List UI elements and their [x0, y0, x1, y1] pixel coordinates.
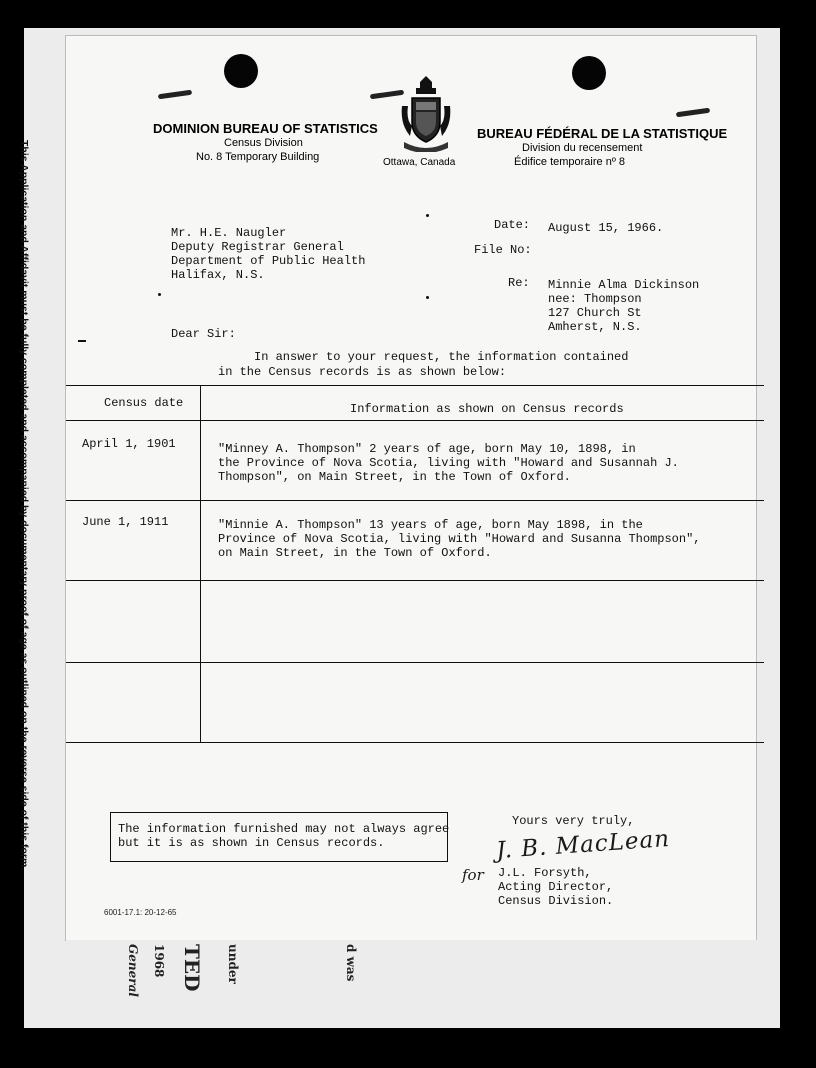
census-letter-page	[66, 36, 756, 940]
table-top-border	[66, 385, 764, 386]
building-name-fr: Édifice temporaire nº 8	[514, 156, 626, 168]
table-column-divider	[200, 386, 201, 742]
re-line: 127 Church St	[548, 306, 642, 320]
bleed-through-text	[130, 58, 136, 69]
form-number: 6001-17.1: 20-12-65	[104, 908, 177, 917]
recipient-line: Deputy Registrar General	[171, 240, 344, 254]
intro-line: In answer to your request, the information contained	[254, 350, 629, 364]
recipient-line: Mr. H.E. Naugler	[171, 226, 287, 240]
bureau-title-en: DOMINION BUREAU OF STATISTICS	[153, 121, 378, 136]
underlying-form-fragment: 1968	[152, 944, 166, 978]
underlying-form-fragment: TED	[180, 944, 204, 992]
census-info-line: Thompson", on Main Street, in the Town of Oxford.	[218, 470, 571, 484]
ink-dot	[426, 214, 429, 217]
table-row-border	[66, 500, 764, 501]
table-header-border	[66, 420, 764, 421]
census-info-line: "Minnie A. Thompson" 13 years of age, born May 1898, in the	[218, 518, 643, 532]
date-value: August 15, 1966.	[548, 221, 664, 235]
coat-of-arms-icon	[398, 76, 454, 152]
census-info-line: the Province of Nova Scotia, living with "Howard and Susannah J.	[218, 456, 679, 470]
table-bottom-border	[66, 742, 764, 743]
census-info-line: Province of Nova Scotia, living with "Howard and Susanna Thompson",	[218, 532, 701, 546]
re-label: Re:	[508, 276, 530, 290]
table-header-info: Information as shown on Census records	[350, 402, 624, 416]
city-line: Ottawa, Canada	[383, 157, 456, 168]
bureau-title-fr: BUREAU FÉDÉRAL DE LA STATISTIQUE	[477, 126, 728, 141]
intro-line: in the Census records is as shown below:	[218, 365, 507, 379]
underlying-form-fragment: General	[126, 944, 140, 997]
date-label: Date:	[494, 218, 531, 232]
division-name-fr: Division du recensement	[522, 142, 643, 154]
disclaimer-line: The information furnished may not always agree	[118, 822, 450, 836]
signer-name: J.L. Forsyth,	[498, 866, 592, 880]
punch-hole-right	[572, 56, 606, 90]
closing-phrase: Yours very truly,	[512, 814, 635, 828]
table-header-census-date: Census date	[104, 396, 184, 410]
ink-mark	[78, 340, 86, 342]
division-name-en: Census Division	[224, 137, 303, 149]
ink-dot	[426, 296, 429, 299]
census-info-line: "Minney A. Thompson" 2 years of age, born May 10, 1898, in	[218, 442, 636, 456]
underlying-form-bottom	[66, 940, 766, 1010]
census-info-line: on Main Street, in the Town of Oxford.	[218, 546, 492, 560]
side-instruction-text: This Application and Affidavit must be fully completed and accompanied by documentary proof of age as outlined on the reverse side of this form.	[18, 140, 30, 871]
table-row-border	[66, 662, 764, 663]
building-name-en: No. 8 Temporary Building	[196, 151, 320, 163]
recipient-line: Department of Public Health	[171, 254, 366, 268]
signer-division: Census Division.	[498, 894, 614, 908]
side-instruction-strip	[10, 140, 30, 920]
underlying-form-fragment: under	[226, 944, 240, 984]
handwritten-signature: J. B. MacLean	[495, 825, 671, 865]
re-line: Amherst, N.S.	[548, 320, 642, 334]
ink-dot	[158, 293, 161, 296]
census-date-cell: June 1, 1911	[82, 515, 169, 529]
file-no-label: File No:	[474, 243, 532, 257]
disclaimer-line: but it is as shown in Census records.	[118, 836, 385, 850]
underlying-form-fragment: d was	[344, 944, 358, 982]
recipient-line: Halifax, N.S.	[171, 268, 265, 282]
table-row-border	[66, 580, 764, 581]
census-date-cell: April 1, 1901	[82, 437, 176, 451]
re-line: nee: Thompson	[548, 292, 642, 306]
handwritten-for-mark: for	[462, 866, 484, 884]
punch-hole-left	[224, 54, 258, 88]
salutation: Dear Sir:	[171, 327, 236, 341]
re-line: Minnie Alma Dickinson	[548, 278, 700, 292]
signer-title: Acting Director,	[498, 880, 614, 894]
